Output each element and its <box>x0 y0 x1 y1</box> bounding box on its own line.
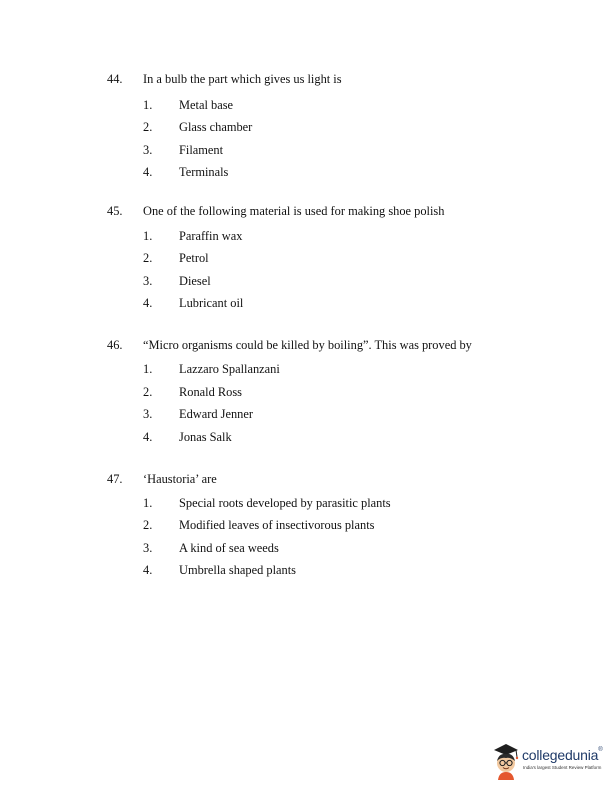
option-text: Paraffin wax <box>179 229 243 243</box>
student-mascot-icon <box>490 740 522 780</box>
option-text: Lazzaro Spallanzani <box>179 362 280 376</box>
question-text: One of the following material is used for making shoe polish <box>143 204 445 218</box>
option-number: 4. <box>143 296 153 310</box>
option-text: Glass chamber <box>179 120 253 134</box>
option-number: 3. <box>143 407 153 421</box>
question-text: “Micro organisms could be killed by boiling”. This was proved by <box>143 338 472 352</box>
option-text: Ronald Ross <box>179 385 242 399</box>
registered-mark: ® <box>598 747 603 753</box>
option-text: Edward Jenner <box>179 407 253 421</box>
option-text: Modified leaves of insectivorous plants <box>179 518 375 532</box>
option-text: Umbrella shaped plants <box>179 563 296 577</box>
option-text: Special roots developed by parasitic plants <box>179 496 391 510</box>
question-number: 47. <box>107 472 123 486</box>
brand-name: collegedunia® <box>522 747 603 763</box>
option-number: 3. <box>143 143 153 157</box>
option-number: 2. <box>143 251 153 265</box>
option-number: 4. <box>143 430 153 444</box>
option-text: Metal base <box>179 98 234 112</box>
option-text: Lubricant oil <box>179 296 244 310</box>
option-text: Jonas Salk <box>179 430 232 444</box>
option-number: 3. <box>143 541 153 555</box>
option-text: Petrol <box>179 251 209 265</box>
question-text: In a bulb the part which gives us light is <box>143 72 342 86</box>
question-number: 44. <box>107 72 123 86</box>
question-number: 46. <box>107 338 123 352</box>
option-text: Filament <box>179 143 224 157</box>
option-number: 1. <box>143 362 153 376</box>
collegedunia-logo <box>490 738 608 782</box>
option-number: 1. <box>143 496 153 510</box>
option-text: Terminals <box>179 165 229 179</box>
brand-tagline: India's largest Student Review Platform <box>523 765 602 770</box>
option-text: Diesel <box>179 274 211 288</box>
option-number: 1. <box>143 229 153 243</box>
option-number: 3. <box>143 274 153 288</box>
option-number: 4. <box>143 563 153 577</box>
option-number: 2. <box>143 518 153 532</box>
option-number: 1. <box>143 98 153 112</box>
question-number: 45. <box>107 204 123 218</box>
option-text: A kind of sea weeds <box>179 541 279 555</box>
option-number: 2. <box>143 120 153 134</box>
option-number: 2. <box>143 385 153 399</box>
question-text: ‘Haustoria’ are <box>143 472 217 486</box>
option-number: 4. <box>143 165 153 179</box>
